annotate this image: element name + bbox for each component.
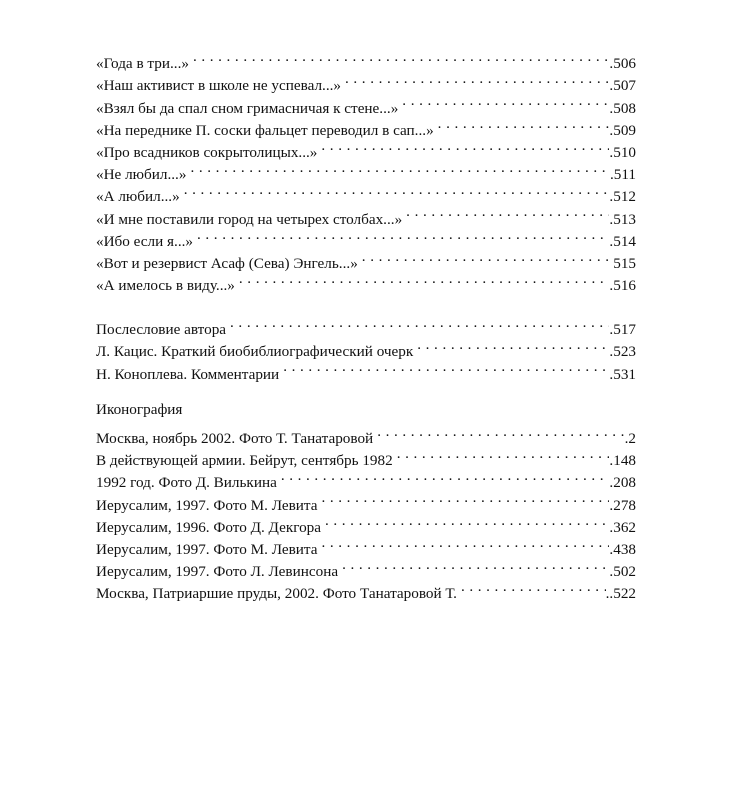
toc-entry-title: Иерусалим, 1996. Фото Д. Декгора	[96, 518, 321, 536]
toc-entry-page: .362	[609, 518, 636, 536]
leader-dots	[197, 224, 609, 246]
toc-entry-title: Послесловие автора	[96, 321, 227, 339]
toc-entry-title: «На переднике П. соски фальцет переводил в сап...»	[96, 121, 434, 139]
toc-entry-page: .438	[609, 540, 636, 558]
toc-entry-title: Н. Коноплева. Комментарии	[96, 365, 280, 383]
toc-entry-title: «Года в три...»	[96, 55, 189, 73]
toc-entry-title: «Ибо если я...»	[96, 232, 194, 250]
leader-dots	[322, 532, 610, 554]
leader-dots	[417, 334, 609, 356]
leader-dots	[184, 179, 610, 201]
toc-entry-title: «Наш активист в школе не успевал...»	[96, 77, 342, 95]
table-of-contents	[96, 46, 636, 603]
leader-dots	[461, 576, 606, 598]
leader-dots	[321, 135, 609, 157]
leader-dots	[283, 356, 609, 378]
toc-entry-page: .531	[609, 365, 636, 383]
leader-dots	[362, 246, 613, 268]
toc-entry-title: В действующей армии. Бейрут, сентябрь 1982	[96, 452, 393, 470]
toc-entry-title: «А имелось в виду...»	[96, 277, 235, 295]
toc-entry	[96, 312, 636, 339]
toc-entry-page: 515	[613, 254, 636, 272]
toc-entry	[96, 46, 636, 73]
toc-entry-page: .514	[609, 232, 636, 250]
leader-dots	[190, 157, 610, 179]
leader-dots	[342, 554, 609, 576]
toc-entry-title: Иерусалим, 1997. Фото Л. Левинсона	[96, 563, 339, 581]
leader-dots	[402, 90, 609, 112]
leader-dots	[406, 201, 609, 223]
toc-entry-title: «Не любил...»	[96, 166, 187, 184]
leader-dots	[239, 268, 610, 290]
toc-entry-page: .148	[609, 452, 636, 470]
toc-entry-page: .513	[609, 210, 636, 228]
iconography-heading: Иконография	[96, 400, 183, 418]
leader-dots	[438, 113, 610, 135]
toc-entry-page: .510	[609, 143, 636, 161]
leader-dots	[281, 465, 610, 487]
appendix-section	[96, 312, 636, 383]
toc-entry-page: .508	[609, 99, 636, 117]
leader-dots	[230, 312, 609, 334]
toc-entry-title: Москва, ноябрь 2002. Фото Т. Танатаровой	[96, 430, 374, 447]
toc-entry-page: .516	[609, 277, 636, 295]
leader-dots	[193, 46, 609, 68]
poems-section	[96, 46, 636, 295]
toc-entry-page: .511	[609, 166, 636, 184]
leader-dots	[325, 510, 609, 532]
toc-entry-page: .502	[609, 563, 636, 581]
toc-entry-title: «Вот и резервист Асаф (Сева) Энгель...»	[96, 254, 358, 272]
toc-entry-title: «И мне поставили город на четырех столбах...»	[96, 210, 403, 228]
leader-dots	[377, 421, 624, 443]
toc-entry-page: ..522	[605, 585, 636, 603]
toc-entry-page: .517	[609, 321, 636, 339]
toc-entry-title: Москва, Патриаршие пруды, 2002. Фото Танатаровой Т.	[96, 585, 457, 603]
toc-entry-page: .512	[609, 188, 636, 206]
toc-entry-title: «Взял бы да спал сном гримасничая к стене...»	[96, 99, 399, 117]
iconography-section	[96, 421, 636, 603]
toc-entry-page: .509	[609, 121, 636, 139]
toc-entry-page: .507	[609, 77, 636, 95]
toc-entry-title: Л. Кацис. Краткий биобиблиографический очерк	[96, 343, 414, 361]
toc-entry-page: .278	[609, 496, 636, 514]
leader-dots	[397, 443, 610, 465]
toc-entry	[96, 421, 636, 447]
toc-entry-title: Иерусалим, 1997. Фото М. Левита	[96, 496, 318, 514]
toc-entry-title: 1992 год. Фото Д. Вилькина	[96, 474, 277, 492]
toc-entry-page: .2	[624, 430, 636, 447]
toc-entry-page: .208	[609, 474, 636, 492]
leader-dots	[345, 68, 609, 90]
toc-entry-title: «А любил...»	[96, 188, 180, 206]
toc-entry-title: Иерусалим, 1997. Фото М. Левита	[96, 540, 318, 558]
toc-entry-page: .506	[609, 55, 636, 73]
toc-entry-page: .523	[609, 343, 636, 361]
leader-dots	[322, 487, 610, 509]
toc-entry-title: «Про всадников сокрытолицых...»	[96, 143, 318, 161]
